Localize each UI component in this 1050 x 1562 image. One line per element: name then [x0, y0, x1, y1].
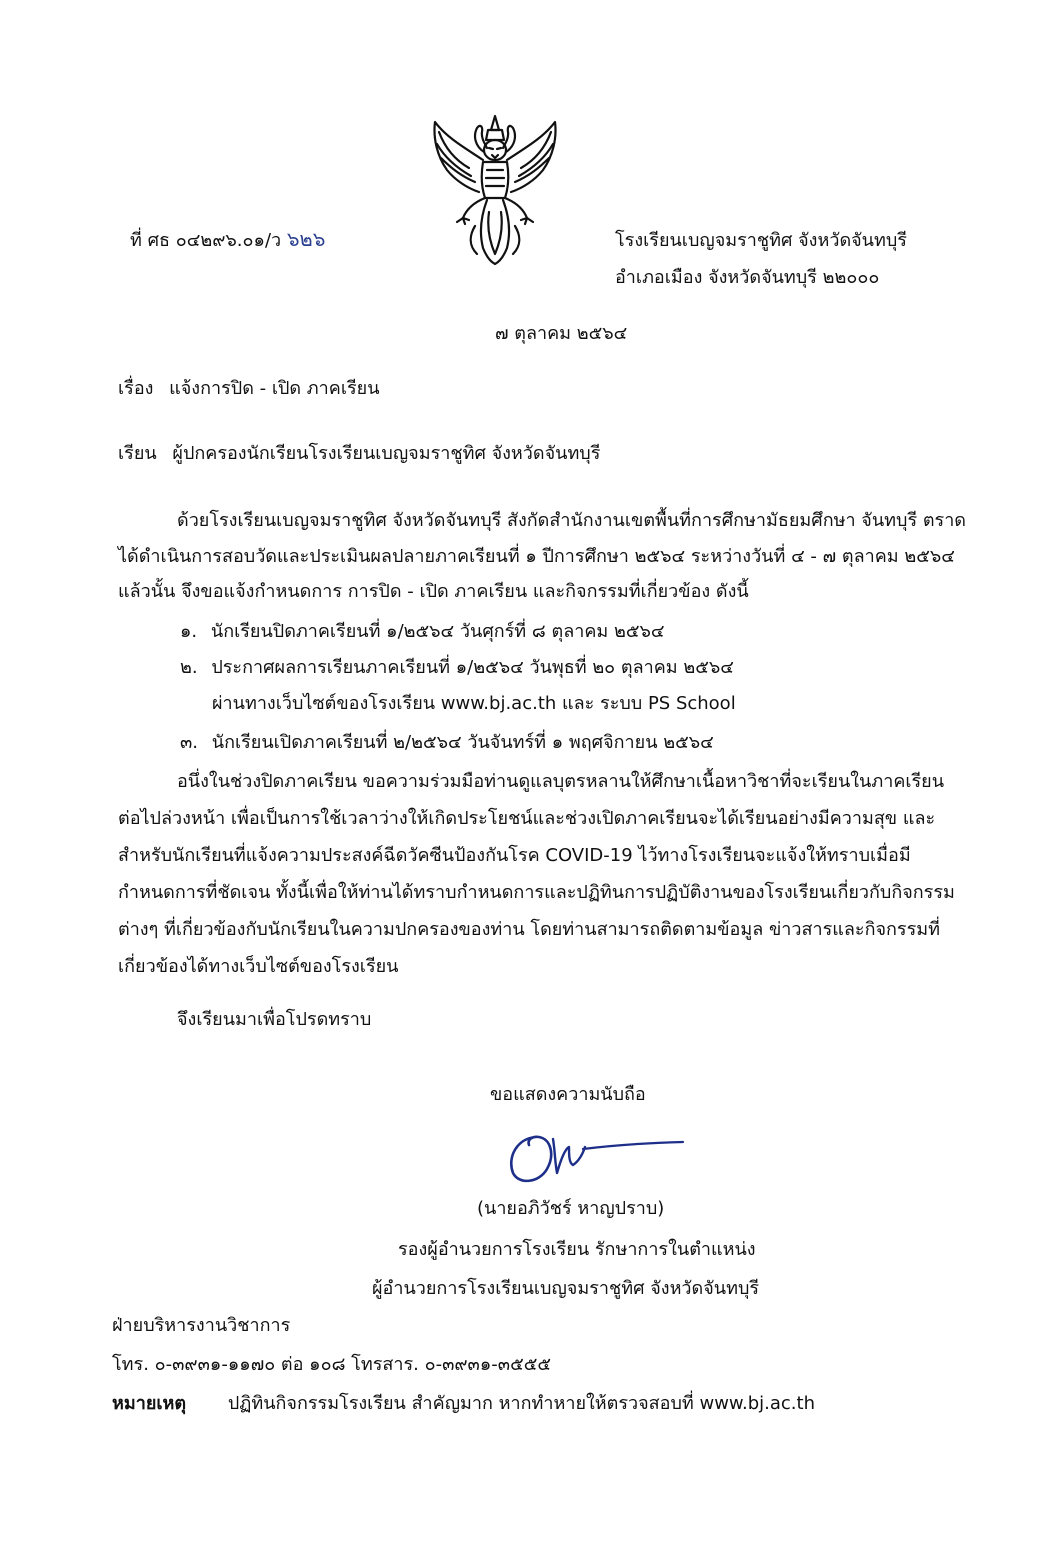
list-item-continuation: ผ่านทางเว็บไซต์ของโรงเรียน www.bj.ac.th และ ระบบ PS School: [212, 693, 736, 714]
paragraph-line-4: กำหนดการที่ชัดเจน ทั้งนี้เพื่อให้ท่านได้ทราบกำหนดการและปฏิทินการปฏิบัติงานของโรงเรียนเกี่ยวกับกิจกรรม: [118, 882, 955, 903]
school-address-line: อำเภอเมือง จังหวัดจันทบุรี ๒๒๐๐๐: [615, 267, 880, 288]
reference-number: ๖๒๖: [286, 227, 326, 251]
paragraph-line-2: ต่อไปล่วงหน้า เพื่อเป็นการใช้เวลาว่างให้เกิดประโยชน์และช่วงเปิดภาคเรียนจะได้เรียนอย่างมีความสุข และ: [118, 808, 936, 829]
list-item: [180, 656, 734, 680]
paragraph-line-5: ต่างๆ ที่เกี่ยวข้องกับนักเรียนในความปกครองของท่าน โดยท่านสามารถติดตามข้อมูล ข่าวสารและกิจกรรมที่: [118, 919, 940, 940]
list-item: [180, 620, 665, 644]
signer-position-line-2: ผู้อำนวยการโรงเรียนเบญจมราชูทิศ จังหวัดจันทบุรี: [372, 1278, 760, 1299]
list-item-number: ๓.: [180, 732, 199, 753]
note-label: หมายเหตุ: [112, 1393, 187, 1414]
intro-line-1: ด้วยโรงเรียนเบญจมราชูทิศ จังหวัดจันทบุรี สังกัดสำนักงานเขตพื้นที่การศึกษามัธยมศึกษา จันทบุรี ตราด: [177, 510, 966, 531]
recipient-line: [118, 442, 600, 466]
recipient-text: ผู้ปกครองนักเรียนโรงเรียนเบญจมราชูทิศ จังหวัดจันทบุรี: [172, 443, 601, 464]
regards-line: ขอแสดงความนับถือ: [490, 1084, 646, 1105]
note-line: [112, 1392, 815, 1416]
paragraph-line-3: สำหรับนักเรียนที่แจ้งความประสงค์ฉีดวัคซีนป้องกันโรค COVID-19 ไว้ทางโรงเรียนจะแจ้งให้ทราบเมื่อมี: [118, 845, 911, 866]
list-item-text: ประกาศผลการเรียนภาคเรียนที่ ๑/๒๕๖๔ วันพุธที่ ๒๐ ตุลาคม ๒๕๖๔: [211, 657, 734, 678]
list-item-number: ๑.: [180, 621, 198, 642]
intro-line-3: แล้วนั้น จึงขอแจ้งกำหนดการ การปิด - เปิด ภาคเรียน และกิจกรรมที่เกี่ยวข้อง ดังนี้: [118, 581, 749, 602]
reference-line: [130, 227, 325, 253]
signer-name: (นายอภิวัชร์ หาญปราบ): [477, 1198, 665, 1219]
recipient-label: เรียน: [118, 443, 157, 464]
intro-line-2: ได้ดำเนินการสอบวัดและประเมินผลปลายภาคเรียนที่ ๑ ปีการศึกษา ๒๕๖๔ ระหว่างวันที่ ๔ - ๗ ตุลาคม ๒๕๖๔: [118, 546, 955, 567]
handwritten-signature-icon: [505, 1125, 690, 1190]
contact-line: โทร. ๐-๓๙๓๑-๑๑๗๐ ต่อ ๑๐๘ โทรสาร. ๐-๓๙๓๑-๓๕๕๕: [112, 1354, 551, 1375]
paragraph-line-1: อนึ่งในช่วงปิดภาคเรียน ขอความร่วมมือท่านดูแลบุตรหลานให้ศึกษาเนื้อหาวิชาที่จะเรียนในภาคเรียน: [177, 771, 945, 792]
list-item-text: นักเรียนปิดภาคเรียนที่ ๑/๒๕๖๔ วันศุกร์ที่ ๘ ตุลาคม ๒๕๖๔: [210, 621, 665, 642]
garuda-emblem-icon: [425, 108, 565, 268]
list-item-text: นักเรียนเปิดภาคเรียนที่ ๒/๒๕๖๔ วันจันทร์ที่ ๑ พฤศจิกายน ๒๕๖๔: [211, 732, 714, 753]
school-name-line: โรงเรียนเบญจมราชูทิศ จังหวัดจันทบุรี: [615, 230, 907, 251]
department-line: ฝ่ายบริหารงานวิชาการ: [112, 1315, 291, 1336]
paragraph-line-6: เกี่ยวข้องได้ทางเว็บไซต์ของโรงเรียน: [118, 956, 399, 977]
subject-text: แจ้งการปิด - เปิด ภาคเรียน: [169, 378, 380, 399]
subject-label: เรื่อง: [118, 378, 154, 399]
note-text: ปฏิทินกิจกรรมโรงเรียน สำคัญมาก หากทำหายให้ตรวจสอบที่ www.bj.ac.th: [227, 1393, 815, 1414]
signer-position-line-1: รองผู้อำนวยการโรงเรียน รักษาการในตำแหน่ง: [398, 1239, 756, 1260]
subject-line: [118, 377, 380, 401]
list-item: [180, 731, 714, 755]
closing-line: จึงเรียนมาเพื่อโปรดทราบ: [177, 1009, 372, 1030]
reference-label: ที่ ศธ ๐๔๒๙๖.๐๑/ว: [130, 230, 282, 251]
document-date: ๗ ตุลาคม ๒๕๖๔: [495, 323, 628, 344]
list-item-number: ๒.: [180, 657, 198, 678]
